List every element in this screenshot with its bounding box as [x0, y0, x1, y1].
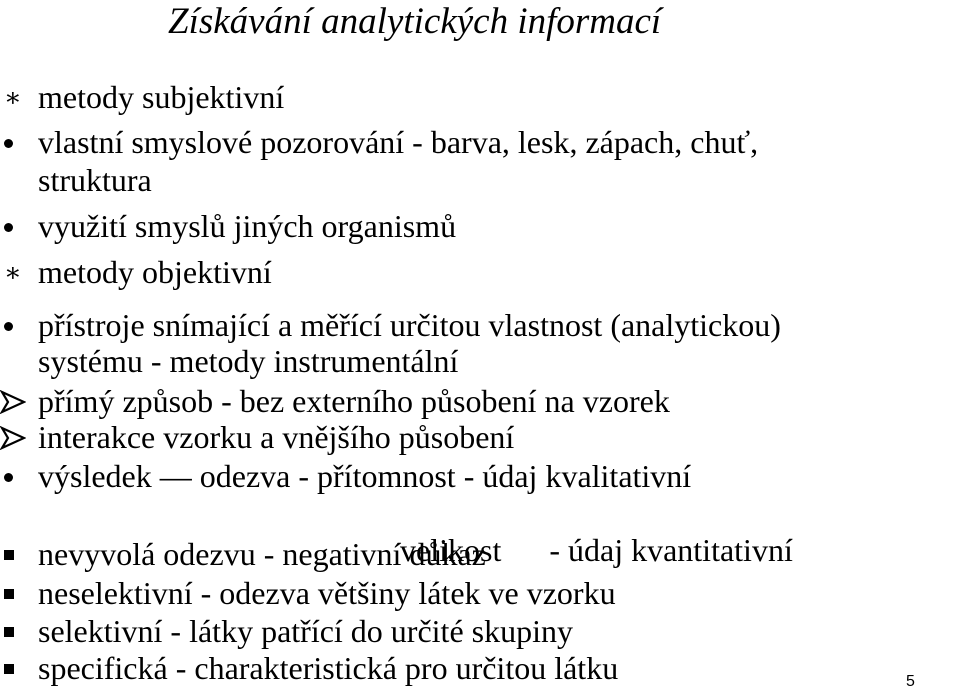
arrow-bullet-icon [0, 426, 26, 450]
list-item [38, 650, 618, 686]
list-item-text: využití smyslů jiných organismů [38, 208, 457, 244]
bullet-icon [4, 223, 13, 232]
list-item-text: přímý způsob - bez externího působení na vzorek [38, 383, 670, 419]
list-item-text: velikost - údaj kvantitativní [400, 532, 793, 568]
list-item-text: selektivní - látky patřící do určité skupiny [38, 613, 573, 649]
asterisk-icon: ∗ [4, 83, 22, 112]
list-item-text: vlastní smyslové pozorování - barva, lesk, zápach, chuť, [38, 124, 759, 160]
list-item [4, 254, 272, 290]
square-bullet-icon [4, 664, 14, 674]
list-item-text: specifická - charakteristická pro určitou látku [38, 650, 619, 686]
list-item-text: neselektivní - odezva většiny látek ve vzorku [38, 575, 616, 611]
list-item-text: přístroje snímající a měřící určitou vlastnost (analytickou) [38, 307, 781, 343]
list-item-text: metody objektivní [38, 254, 272, 290]
list-item-continuation [38, 162, 152, 198]
list-item [38, 307, 781, 343]
page-number: 5 [906, 673, 915, 690]
list-item-text: výsledek — odezva - přítomnost - údaj kvalitativní [38, 458, 692, 494]
list-item [38, 419, 514, 455]
bullet-icon [4, 473, 13, 482]
arrow-bullet-icon [0, 390, 26, 414]
list-item [38, 458, 691, 494]
list-item [38, 383, 670, 419]
list-item [4, 79, 285, 115]
list-item-text: systému - metody instrumentální [38, 343, 459, 379]
list-item [38, 124, 758, 160]
list-item [38, 208, 456, 244]
list-item [38, 613, 573, 649]
square-bullet-icon [4, 550, 14, 560]
list-item [38, 536, 486, 572]
list-item-text: struktura [38, 162, 152, 198]
bullet-icon [4, 139, 13, 148]
square-bullet-icon [4, 627, 14, 637]
list-item [38, 575, 616, 611]
asterisk-icon: ∗ [4, 258, 22, 287]
square-bullet-icon [4, 589, 14, 599]
list-item-text: nevyvolá odezvu - negativní důkaz [38, 536, 486, 572]
list-item-continuation [38, 343, 458, 379]
bullet-icon [4, 322, 13, 331]
slide-title: Získávání analytických informací [168, 1, 662, 42]
list-item-text: interakce vzorku a vnějšího působení [38, 419, 515, 455]
list-item-text: metody subjektivní [38, 79, 285, 115]
